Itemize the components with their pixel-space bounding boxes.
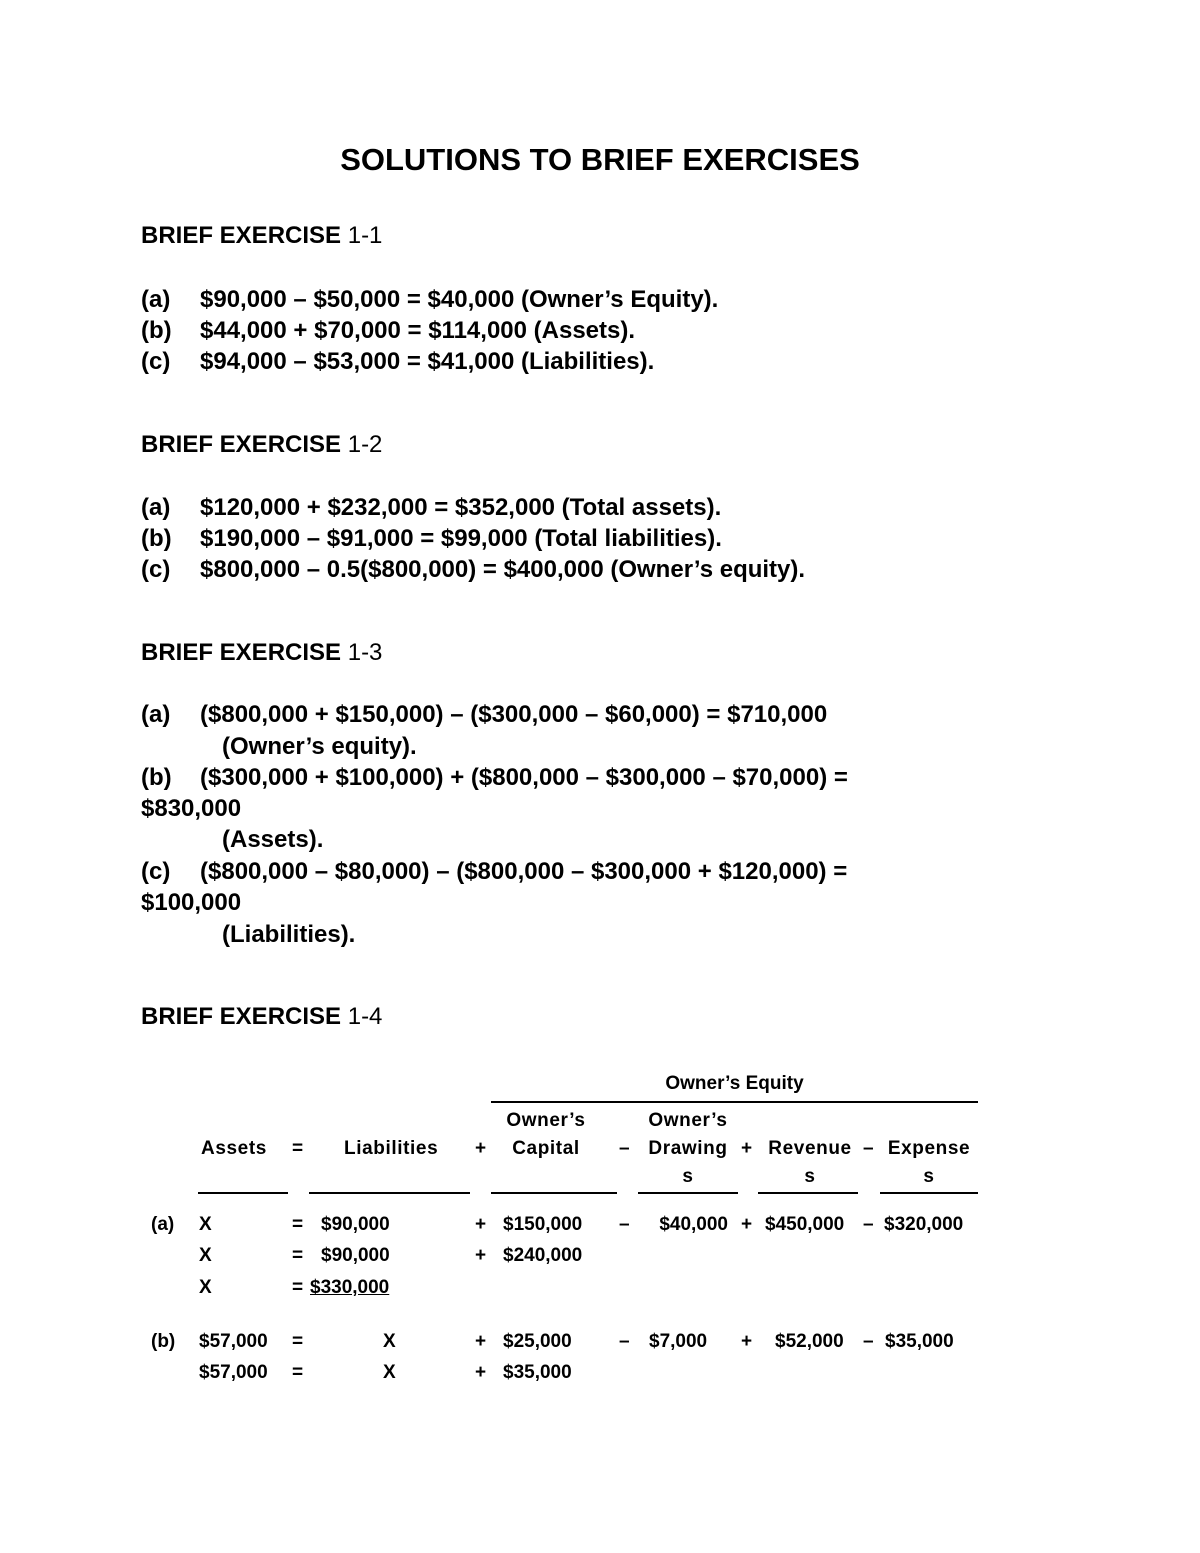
table-cell-plus: + [475,1331,487,1352]
table-cell-expenses: $320,000 [884,1214,964,1235]
col-header-drawings-line1: Owner’s [648,1110,728,1131]
table-cell-revenues: $450,000 [765,1214,845,1235]
exercise-1-1-line-b [141,317,635,345]
table-cell-assets: $57,000 [199,1362,268,1383]
table-cell-assets: X [199,1277,212,1298]
line-text: ($800,000 + $150,000) – ($300,000 – $60,000) = $710,000 [200,701,828,728]
table-cell-liabilities: $90,000 [321,1245,390,1266]
table-cell-capital: $240,000 [503,1245,583,1266]
table-cell-liabilities-answer: $330,000 [310,1277,390,1298]
col-header-assets: Assets [201,1138,267,1159]
table-cell-minus: – [619,1214,630,1235]
exercise-1-3-line-b-wrap: $830,000 [141,795,242,822]
line-label: (b) [141,525,172,552]
exercise-1-3-line-c [141,858,847,886]
line-label: (c) [141,556,171,583]
col-header-plus: + [741,1138,753,1159]
table-cell-plus: + [741,1214,753,1235]
table-cell-minus: – [619,1331,630,1352]
owners-equity-group-header: Owner’s Equity [665,1073,804,1094]
page-title: SOLUTIONS TO BRIEF EXERCISES [340,142,860,177]
heading-label: BRIEF EXERCISE [141,1003,342,1030]
col-header-expenses-line2: Expense [887,1138,971,1159]
heading-number: 1-3 [341,639,383,666]
exercise-1-4-heading [141,1003,382,1031]
line-text: $120,000 + $232,000 = $352,000 (Total assets). [200,494,722,521]
exercise-1-2-line-c [141,556,805,584]
table-cell-equals: = [292,1362,304,1383]
table-cell-capital: $35,000 [503,1362,572,1383]
exercise-1-2-line-b [141,525,722,553]
table-cell-minus: – [863,1331,874,1352]
table-cell-plus: + [741,1331,753,1352]
line-text: $90,000 – $50,000 = $40,000 (Owner’s Equity). [200,286,719,313]
line-label: (c) [141,348,171,375]
col-header-plus: + [475,1138,487,1159]
heading-label: BRIEF EXERCISE [141,639,342,666]
exercise-1-3-line-b-continuation: (Assets). [222,826,324,853]
table-cell-drawings: $7,000 [649,1331,708,1352]
col-header-liabilities: Liabilities [344,1138,439,1159]
col-header-capital-line2: Capital [512,1138,580,1159]
table-cell-plus: + [475,1362,487,1383]
table-cell-drawings: $40,000 [659,1214,728,1235]
col-header-equals: = [292,1138,304,1159]
line-label: (a) [141,494,171,521]
table-cell-capital: $150,000 [503,1214,583,1235]
table-cell-equals: = [292,1214,304,1235]
line-label: (b) [141,317,172,344]
line-text: $800,000 – 0.5($800,000) = $400,000 (Owner’s equity). [200,556,806,583]
part-a-label: (a) [151,1214,175,1235]
line-label: (a) [141,701,171,728]
col-header-minus: – [619,1138,631,1159]
part-b-label: (b) [151,1331,176,1352]
line-text: $44,000 + $70,000 = $114,000 (Assets). [200,317,636,344]
line-label: (b) [141,764,172,791]
heading-number: 1-1 [341,222,383,249]
exercise-1-3-heading [141,639,382,667]
exercise-1-3-line-a [141,701,827,729]
table-cell-plus: + [475,1245,487,1266]
exercise-1-3-line-b [141,764,848,792]
col-header-expenses-line3: s [923,1166,935,1187]
table-cell-expenses: $35,000 [885,1331,954,1352]
table-cell-liabilities: $90,000 [321,1214,390,1235]
heading-number: 1-4 [341,1003,383,1030]
assets-header-rule [198,1192,288,1194]
table-cell-equals: = [292,1277,304,1298]
heading-label: BRIEF EXERCISE [141,222,342,249]
heading-number: 1-2 [341,431,383,458]
table-cell-liabilities: X [383,1331,396,1352]
line-text: $94,000 – $53,000 = $41,000 (Liabilities). [200,348,655,375]
table-cell-revenues: $52,000 [775,1331,844,1352]
liabilities-header-rule [309,1192,470,1194]
exercise-1-3-line-c-wrap: $100,000 [141,889,242,916]
line-text: ($300,000 + $100,000) + ($800,000 – $300,000 – $70,000) = [200,764,848,791]
col-header-revenues-line2: Revenue [768,1138,852,1159]
table-cell-equals: = [292,1331,304,1352]
col-header-revenues-line3: s [804,1166,816,1187]
table-cell-minus: – [863,1214,874,1235]
line-text: ($800,000 – $80,000) – ($800,000 – $300,000 + $120,000) = [200,858,848,885]
line-label: (c) [141,858,171,885]
line-label: (a) [141,286,171,313]
table-cell-assets: $57,000 [199,1331,268,1352]
line-text: $190,000 – $91,000 = $99,000 (Total liabilities). [200,525,722,552]
col-header-drawings-line3: s [682,1166,694,1187]
table-cell-capital: $25,000 [503,1331,572,1352]
heading-label: BRIEF EXERCISE [141,431,342,458]
capital-header-rule [491,1192,617,1194]
exercise-1-1-heading [141,222,382,250]
table-cell-assets: X [199,1214,212,1235]
exercise-1-1-line-a [141,286,718,314]
col-header-capital-line1: Owner’s [506,1110,586,1131]
exercise-1-3-line-a-continuation: (Owner’s equity). [222,733,417,760]
table-cell-assets: X [199,1245,212,1266]
exercise-1-1-line-c [141,348,654,376]
table-cell-equals: = [292,1245,304,1266]
revenues-header-rule [758,1192,858,1194]
table-cell-plus: + [475,1214,487,1235]
exercise-1-2-heading [141,431,382,459]
expenses-header-rule [880,1192,978,1194]
table-cell-liabilities: X [383,1362,396,1383]
exercise-1-3-line-c-continuation: (Liabilities). [222,921,356,948]
col-header-minus: – [863,1138,875,1159]
group-header-rule [491,1101,978,1103]
exercise-1-2-line-a [141,494,721,522]
col-header-drawings-line2: Drawing [648,1138,728,1159]
drawings-header-rule [638,1192,738,1194]
